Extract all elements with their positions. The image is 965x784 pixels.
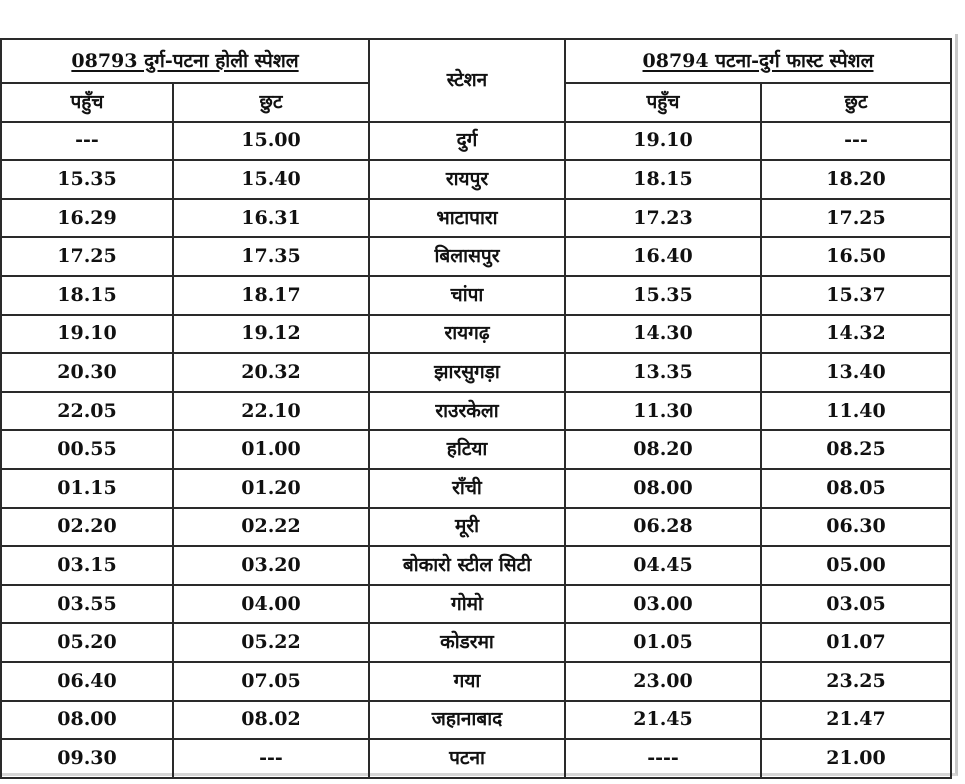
left-arrival-cell: 16.29 [1,199,173,238]
right-arrival-cell: 11.30 [565,392,761,431]
left-departure-cell: 17.35 [173,237,369,276]
title-row [1,39,951,83]
right-departure-cell: 18.20 [761,160,951,199]
right-departure-cell: 03.05 [761,585,951,624]
left-departure-cell: 01.20 [173,469,369,508]
table-row [1,546,951,585]
left-departure-cell: 03.20 [173,546,369,585]
table-row [1,276,951,315]
station-cell: राउरकेला [369,392,565,431]
right-departure-cell: 21.00 [761,739,951,778]
left-arrival-cell: 03.55 [1,585,173,624]
station-cell: गया [369,662,565,701]
table-row [1,430,951,469]
left-arrival-cell: 15.35 [1,160,173,199]
right-departure-cell: 23.25 [761,662,951,701]
station-cell: भाटापारा [369,199,565,238]
table-row [1,623,951,662]
right-arrival-cell: 23.00 [565,662,761,701]
right-departure-cell: 13.40 [761,353,951,392]
table-row [1,122,951,161]
left-arrival-cell: 20.30 [1,353,173,392]
left-departure-cell: 18.17 [173,276,369,315]
right-arrival-cell: 15.35 [565,276,761,315]
left-departure-cell: 08.02 [173,701,369,740]
right-departure-cell: 15.37 [761,276,951,315]
right-departure-cell: 06.30 [761,508,951,547]
right-departure-cell: 11.40 [761,392,951,431]
left-train-title-text: 08793 दुर्ग-पटना होली स्पेशल [71,49,299,72]
right-departure-cell: 08.05 [761,469,951,508]
right-departure-cell: 17.25 [761,199,951,238]
right-arrival-cell: 14.30 [565,315,761,354]
right-departure-cell: --- [761,122,951,161]
station-cell: गोमो [369,585,565,624]
right-arrival-cell: 13.35 [565,353,761,392]
left-arrival-cell: 19.10 [1,315,173,354]
right-departure-cell: 14.32 [761,315,951,354]
right-arrival-cell: 08.00 [565,469,761,508]
left-arrival-cell: 17.25 [1,237,173,276]
station-cell: बोकारो स्टील सिटी [369,546,565,585]
right-arrival-cell: 21.45 [565,701,761,740]
station-cell: रायगढ़ [369,315,565,354]
right-departure-cell: 08.25 [761,430,951,469]
table-row [1,739,951,778]
right-arrival-cell: 06.28 [565,508,761,547]
station-cell: राँची [369,469,565,508]
right-arrival-cell: 03.00 [565,585,761,624]
table-row [1,662,951,701]
left-arrival-cell: 18.15 [1,276,173,315]
left-arrival-cell: 22.05 [1,392,173,431]
left-arrival-cell: 08.00 [1,701,173,740]
right-arrival-cell: 01.05 [565,623,761,662]
right-arrival-cell: 17.23 [565,199,761,238]
left-departure-cell: 19.12 [173,315,369,354]
right-departure-cell: 16.50 [761,237,951,276]
left-departure-cell: 07.05 [173,662,369,701]
left-departure-cell: 05.22 [173,623,369,662]
left-arrival-cell: 00.55 [1,430,173,469]
left-departure-cell: --- [173,739,369,778]
right-arrival-header: पहुँच [565,83,761,122]
station-cell: जहानाबाद [369,701,565,740]
station-cell: झारसुगड़ा [369,353,565,392]
right-arrival-cell: 08.20 [565,430,761,469]
left-arrival-cell: 09.30 [1,739,173,778]
table-row [1,237,951,276]
station-cell: पटना [369,739,565,778]
left-departure-cell: 01.00 [173,430,369,469]
right-arrival-cell: ---- [565,739,761,778]
station-cell: रायपुर [369,160,565,199]
left-train-title [1,39,369,83]
table-row [1,160,951,199]
station-header-text: स्टेशन [446,68,488,91]
station-cell: दुर्ग [369,122,565,161]
table-row [1,199,951,238]
right-train-title-text: 08794 पटना-दुर्ग फास्ट स्पेशल [642,49,874,72]
station-header [369,39,565,122]
left-departure-header: छुट [173,83,369,122]
table-row [1,508,951,547]
table-row [1,585,951,624]
train-schedule-table [0,38,952,779]
left-departure-cell: 22.10 [173,392,369,431]
right-departure-header: छुट [761,83,951,122]
left-departure-cell: 04.00 [173,585,369,624]
right-arrival-cell: 19.10 [565,122,761,161]
left-arrival-header: पहुँच [1,83,173,122]
left-departure-cell: 02.22 [173,508,369,547]
station-cell: कोडरमा [369,623,565,662]
right-departure-cell: 21.47 [761,701,951,740]
left-arrival-cell: --- [1,122,173,161]
left-arrival-cell: 06.40 [1,662,173,701]
right-departure-cell: 01.07 [761,623,951,662]
right-arrival-cell: 18.15 [565,160,761,199]
station-cell: मूरी [369,508,565,547]
left-departure-cell: 16.31 [173,199,369,238]
left-departure-cell: 15.00 [173,122,369,161]
table-row [1,353,951,392]
station-cell: बिलासपुर [369,237,565,276]
left-departure-cell: 20.32 [173,353,369,392]
left-arrival-cell: 01.15 [1,469,173,508]
right-arrival-cell: 04.45 [565,546,761,585]
left-departure-cell: 15.40 [173,160,369,199]
table-row [1,392,951,431]
left-arrival-cell: 02.20 [1,508,173,547]
left-arrival-cell: 03.15 [1,546,173,585]
table-row [1,469,951,508]
table-row [1,701,951,740]
right-train-title [565,39,951,83]
table-row [1,315,951,354]
right-departure-cell: 05.00 [761,546,951,585]
left-arrival-cell: 05.20 [1,623,173,662]
station-cell: चांपा [369,276,565,315]
station-cell: हटिया [369,430,565,469]
schedule-body [1,122,951,778]
right-arrival-cell: 16.40 [565,237,761,276]
